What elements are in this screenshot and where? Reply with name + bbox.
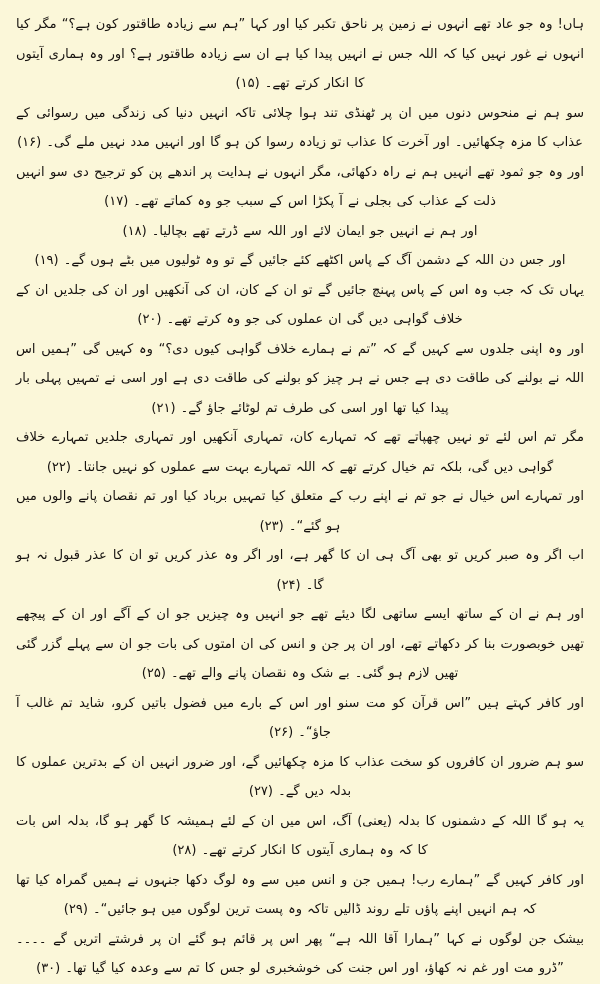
verse-18: اور ہم نے انہیں جو ایمان لائے اور اللہ سے ڈرتے تھے بچالیا۔ (۱۸)	[122, 223, 478, 239]
verse-20: یہاں تک کہ جب وہ اس کے پاس پہنچ جائیں گے تو ان کے کان، ان کی آنکھیں اور ان کی جلدیں ان کے خلاف گواہی دیں گی ان عملوں کی جو وہ کرتے تھے۔ (۲۰)	[16, 282, 584, 327]
verse-30: بیشک جن لوگوں نے کہا ”ہمارا آقا اللہ ہے“ پھر اس پر قائم ہو گئے ان پر فرشتے اتریں گے ۔۔۔۔ ”ڈرو مت اور غم نہ کھاؤ، اور اس جنت کی خوشخبری لو جس کا تم سے وعدہ کیا گیا تھا۔ (۳۰)	[16, 931, 584, 976]
verse-16: سو ہم نے منحوس دنوں میں ان پر ٹھنڈی تند ہوا چلائی تاکہ انہیں دنیا کی زندگی میں رسوائی کے عذاب کا مزہ چکھائیں۔ اور آخرت کا عذاب تو زیادہ رسوا کن ہو گا اور انہیں مدد نہیں ملے گی۔ (۱۶)	[16, 105, 584, 150]
verse-21: اور وہ اپنی جلدوں سے کہیں گے کہ ”تم نے ہمارے خلاف گواہی کیوں دی؟“ وہ کہیں گی ”ہمیں اس اللہ نے بولنے کی طاقت دی ہے جس نے ہر چیز کو بولنے کی طاقت دی ہے اور اسی نے تمہیں پہلی بار پیدا کیا تھا اور اسی کی طرف تم لوٹائے جاؤ گے۔ (۲۱)	[16, 341, 584, 416]
verse-23: اور تمہارے اس خیال نے جو تم نے اپنے رب کے متعلق کیا تمہیں برباد کیا اور تم نقصان پانے والوں میں ہو گئے“۔ (۲۳)	[16, 489, 584, 534]
verse-22: مگر تم اس لئے تو نہیں چھپاتے تھے کہ تمہارے کان، تمہاری آنکھیں اور تمہاری جلدیں تمہارے خلاف گواہی دیں گی، بلکہ تم خیال کرتے تھے کہ اللہ تمہارے بہت سے عملوں کو نہیں جانتا۔ (۲۲)	[16, 430, 584, 475]
verse-15: ہاں! وہ جو عاد تھے انہوں نے زمین پر ناحق تکبر کیا اور کہا ”ہم سے زیادہ طاقتور کون ہے؟“ مگر کیا انہوں نے غور نہیں کیا کہ اللہ جس نے انہیں پیدا کیا ہے ان سے زیادہ طاقتور ہے؟ اور وہ ہماری آیتوں کا انکار کرتے تھے۔ (۱۵)	[16, 17, 584, 91]
verse-29: اور کافر کہیں گے ”ہمارے رب! ہمیں جن و انس میں سے وہ لوگ دکھا جنہوں نے ہمیں گمراہ کیا تھا کہ ہم انہیں اپنے پاؤں تلے روند ڈالیں تاکہ وہ پست ترین لوگوں میں ہو جائیں“۔ (۲۹)	[16, 872, 584, 917]
verse-28: یہ ہو گا اللہ کے دشمنوں کا بدلہ (یعنی) آگ، اس میں ان کے لئے ہمیشہ کا گھر ہو گا، بدلہ اس بات کا کہ وہ ہماری آیتوں کا انکار کرتے تھے۔ (۲۸)	[16, 813, 584, 858]
verse-24: اب اگر وہ صبر کریں تو بھی آگ ہی ان کا گھر ہے، اور اگر وہ عذر کریں تو ان کا عذر قبول نہ ہو گا۔ (۲۴)	[16, 548, 584, 593]
verse-27: سو ہم ضرور ان کافروں کو سخت عذاب کا مزہ چکھائیں گے، اور ضرور انہیں ان کے بدترین عملوں کا بدلہ دیں گے۔ (۲۷)	[16, 754, 584, 799]
verse-26: اور کافر کہتے ہیں ”اس قرآن کو مت سنو اور اس کے بارے میں فضول باتیں کرو، شاید تم غالب آ جاؤ“۔ (۲۶)	[16, 695, 584, 740]
verse-19: اور جس دن اللہ کے دشمن آگ کے پاس اکٹھے کئے جائیں گے تو وہ ٹولیوں میں بٹے ہوں گے۔ (۱۹)	[34, 253, 566, 268]
verse-25: اور ہم نے ان کے ساتھ ایسے ساتھی لگا دیئے تھے جو انہیں وہ چیزیں جو ان کے آگے اور ان کے پیچھے تھیں خوبصورت بنا کر دکھاتے تھے، اور ان پر جن و انس کی ان امتوں کی بات جو ان سے پہلے گزر گئی تھیں لازم ہو گئی۔ بے شک وہ نقصان پانے والے تھے۔ (۲۵)	[16, 607, 584, 681]
verse-17: اور وہ جو ثمود تھے انہیں ہم نے راہ دکھائی، مگر انہوں نے ہدایت پر اندھے پن کو ترجیح دی سو انہیں ذلت کے عذاب کی بجلی نے آ پکڑا اس کے سبب جو وہ کماتے تھے۔ (۱۷)	[16, 164, 584, 209]
